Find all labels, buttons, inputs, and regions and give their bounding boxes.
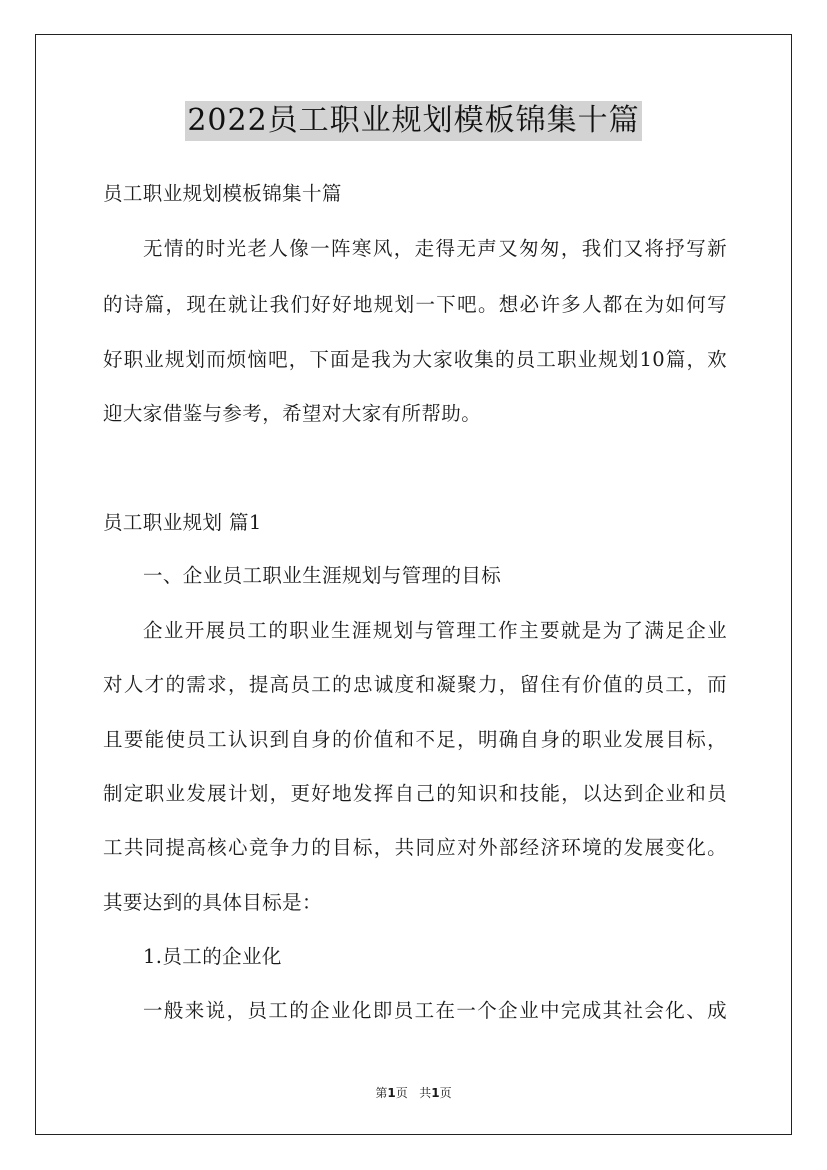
intro-line-3: 好职业规划而烦恼吧，下面是我为大家收集的员工职业规划10篇，欢	[103, 348, 727, 371]
subsection-heading: 一、企业员工职业生涯规划与管理的目标	[143, 564, 502, 587]
title-container	[0, 101, 827, 141]
page-footer	[0, 1085, 827, 1101]
footer-page-suffix: 页	[395, 1086, 408, 1100]
intro-line-1: 无情的时光老人像一阵寒风，走得无声又匆匆，我们又将抒写新	[143, 237, 727, 260]
body-line-6: 其要达到的具体目标是：	[103, 891, 322, 914]
body-line-2: 对人才的需求，提高员工的忠诚度和凝聚力，留住有价值的员工，而	[103, 673, 727, 696]
intro-line-2: 的诗篇，现在就让我们好好地规划一下吧。想必许多人都在为如何写	[103, 293, 727, 316]
footer-page-prefix: 第	[375, 1086, 388, 1100]
body-line-3: 且要能使员工认识到自身的价值和不足，明确自身的职业发展目标，	[103, 728, 727, 751]
document-subtitle: 员工职业规划模板锦集十篇	[103, 182, 342, 205]
intro-line-4: 迎大家借鉴与参考，希望对大家有所帮助。	[103, 402, 482, 425]
footer-total-suffix: 页	[439, 1086, 452, 1100]
document-title: 2022员工职业规划模板锦集十篇	[185, 101, 641, 141]
body-line-4: 制定职业发展计划，更好地发挥自己的知识和技能，以达到企业和员	[103, 782, 727, 805]
item-body-line: 一般来说，员工的企业化即员工在一个企业中完成其社会化、成	[143, 999, 727, 1022]
footer-total-prefix: 共	[419, 1086, 432, 1100]
body-line-5: 工共同提高核心竞争力的目标，共同应对外部经济环境的发展变化。	[103, 836, 727, 859]
item-heading: 1.员工的企业化	[143, 945, 282, 968]
footer-page-number: 1	[387, 1086, 396, 1100]
section-heading: 员工职业规划 篇1	[103, 511, 262, 534]
footer-total-number: 1	[431, 1086, 440, 1100]
body-line-1: 企业开展员工的职业生涯规划与管理工作主要就是为了满足企业	[143, 619, 727, 642]
